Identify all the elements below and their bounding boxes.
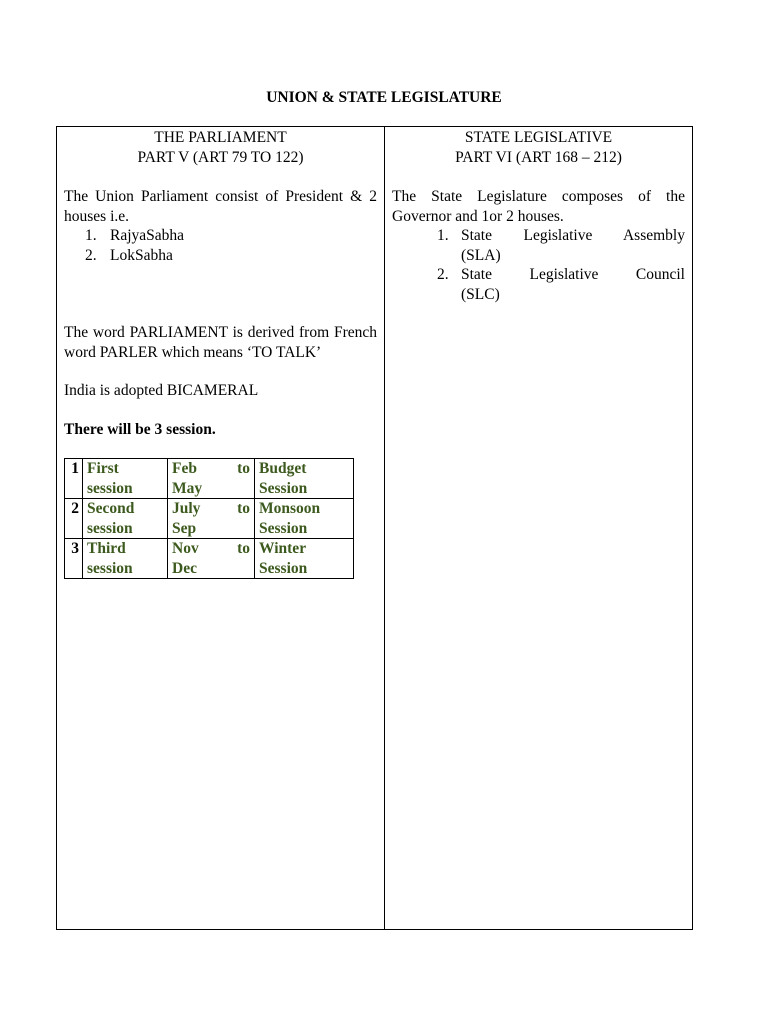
session-type: Budget Session (255, 459, 354, 499)
state-heading-title: STATE LEGISLATIVE (464, 129, 613, 146)
parliament-column (57, 127, 385, 929)
list-item (64, 226, 377, 246)
parliament-heading (64, 128, 377, 168)
legislature-table (56, 126, 693, 930)
parliament-origin-text: The word PARLIAMENT is derived from French word PARLER which means ‘TO TALK’ (64, 324, 377, 361)
list-number: 1. (437, 227, 449, 244)
parliament-intro: The Union Parliament consist of President & 2 houses i.e. (64, 188, 377, 225)
session-type: Monsoon Session (255, 499, 354, 539)
state-heading (392, 128, 685, 168)
list-item (392, 226, 685, 265)
session-number: 3 (65, 539, 83, 579)
session-name: Second session (83, 499, 168, 539)
session-months: July to Sep (168, 499, 255, 539)
list-label: RajyaSabha (110, 227, 185, 244)
session-type: Winter Session (255, 539, 354, 579)
list-number: 2. (85, 246, 97, 264)
list-item (392, 265, 685, 304)
table-row (65, 539, 354, 579)
list-number: 2. (437, 266, 449, 283)
list-number: 1. (85, 227, 97, 244)
session-months: Nov to Dec (168, 539, 255, 579)
parliament-heading-part: PART V (ART 79 TO 122) (137, 149, 304, 166)
table-row (65, 499, 354, 539)
list-label: State Legislative Assembly (SLA) (461, 227, 685, 264)
parliament-heading-title: THE PARLIAMENT (154, 129, 287, 146)
list-label: State Legislative Council (SLC) (461, 266, 685, 303)
state-houses-list (392, 226, 685, 304)
session-number: 2 (65, 499, 83, 539)
session-name: Third session (83, 539, 168, 579)
sessions-table (64, 458, 354, 579)
state-intro: The State Legislature composes of the Governor and 1or 2 houses. (392, 188, 685, 225)
state-legislature-column (385, 127, 692, 929)
parliament-houses-list (64, 226, 377, 265)
session-number: 1 (65, 459, 83, 499)
page-title: UNION & STATE LEGISLATURE (266, 89, 502, 106)
list-label: LokSabha (110, 246, 173, 264)
state-heading-part: PART VI (ART 168 – 212) (455, 149, 622, 166)
session-months: Feb to May (168, 459, 255, 499)
sessions-heading: There will be 3 session. (64, 420, 216, 438)
session-name: First session (83, 459, 168, 499)
table-row (65, 459, 354, 499)
list-item (64, 246, 377, 266)
bicameral-text: India is adopted BICAMERAL (64, 382, 259, 399)
